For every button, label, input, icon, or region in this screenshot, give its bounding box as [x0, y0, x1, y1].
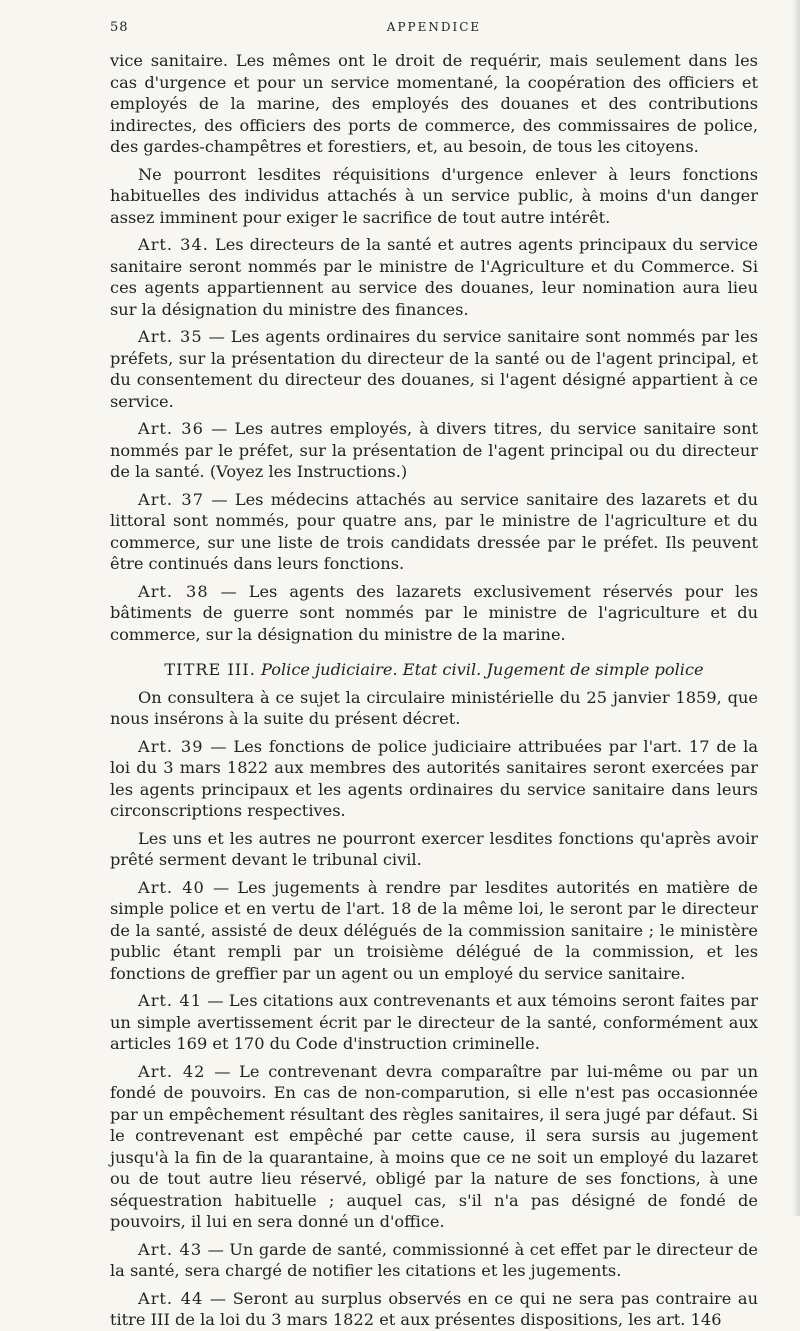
article-38: Art. 38 — Les agents des lazarets exclusivement réservés pour les bâtiments de guerre sont nommés par le ministre de l'agriculture et du commerce, sur la désignation du ministre de la marine. — [110, 581, 759, 644]
page-header — [110, 20, 758, 50]
section-title-label: TITRE III. — [164, 660, 256, 679]
paragraph: Les uns et les autres ne pourront exercer lesdites fonctions qu'après avoir prêté serment devant le tribunal civil. — [110, 828, 758, 869]
page-number: 58 — [110, 20, 129, 35]
article-36: Art. 36 — Les autres employés, à divers titres, du service sanitaire sont nommés par le préfet, sur la présentation de l'agent principal ou du directeur de la santé. (Voyez les Instructions.) — [110, 419, 758, 481]
paragraph: vice sanitaire. Les mêmes ont le droit de requérir, mais seulement dans les cas d'urgence et pour un service momentané, la coopération des officiers et employés de la marine, des employés des douanes et des contributions indirectes, des officiers des ports de commerce, des commissaires de police, des gardes-champêtres et forestiers, et, au besoin, de tous les citoyens. — [110, 51, 758, 156]
article-42: Art. 42 — Le contrevenant devra comparaître par lui-même ou par un fondé de pouvoirs. En cas de non-comparution, si elle n'est pas occasionnée par un empêchement résultant des règles sanitaires, il sera jugé par défaut. Si le contrevenant est empêché par cette cause, il sera sursis au jugement jusqu'à la fin de la quarantaine, à moins que ce ne soit un employé du lazaret ou de tout autre lieu réservé, obligé par la nature de ses fonctions, à une séquestration habituelle ; auquel cas, s'il n'a pas désigné de fondé de pouvoirs, il lui en sera donné un d'office. — [110, 1061, 758, 1231]
article-35: Art. 35 — Les agents ordinaires du service sanitaire sont nommés par les préfets, sur la présentation du directeur de la santé ou de l'agent principal, et du consentement du directeur des douanes, si l'agent désigné appartient à ce service. — [110, 327, 758, 411]
article-37: Art. 37 — Les médecins attachés au service sanitaire des lazarets et du littoral sont nommés, pour quatre ans, par le ministre de l'agriculture et du commerce, sur une liste de trois candidats dressée par le préfet. Ils peuvent être continués dans leurs fonctions. — [110, 489, 758, 573]
article-43: Art. 43 — Un garde de santé, commissionné à cet effet par le directeur de la santé, sera chargé de notifier les citations et les jugements. — [110, 1239, 759, 1280]
paragraph: Ne pourront lesdites réquisitions d'urgence enlever à leurs fonctions habituelles des individus attachés à un service public, à moins d'un danger assez imminent pour exiger le sacrifice de tout autre intérêt. — [110, 164, 758, 227]
section-title — [110, 659, 758, 681]
article-39: Art. 39 — Les fonctions de police judiciaire attribuées par l'art. 17 de la loi du 3 mars 1822 aux membres des autorités sanitaires seront exercées par les agents principaux et les agents ordinaires du service sanitaire dans leurs circonscriptions respectives. — [110, 736, 758, 820]
article-41: Art. 41 — Les citations aux contrevenants et aux témoins seront faites par un simple avertissement écrit par le directeur de la santé, conformément aux articles 169 et 170 du Code d'instruction criminelle. — [110, 991, 758, 1053]
page-edge-shadow — [792, 0, 800, 1216]
article-44: Art. 44 — Seront au surplus observés en ce qui ne sera pas contraire au titre III de la loi du 3 mars 1822 et aux présentes dispositions, les art. 146 — [110, 1288, 758, 1329]
section-title-text: Police judiciaire. Etat civil. Jugement de simple police — [261, 660, 704, 679]
paragraph: On consultera à ce sujet la circulaire ministérielle du 25 janvier 1859, que nous insérons à la suite du présent décret. — [110, 687, 758, 728]
body-text — [110, 50, 758, 1331]
running-head: APPENDICE — [386, 20, 482, 34]
article-40: Art. 40 — Les jugements à rendre par lesdites autorités en matière de simple police et en vertu de l'art. 18 de la même loi, le seront par le directeur de la santé, assisté de deux délégués de la commission sanitaire ; le ministère public étant rempli par un troisième délégué de la commission, et les fonctions de greffier par un agent ou un employé du service sanitaire. — [110, 877, 758, 983]
article-34: Art. 34. Les directeurs de la santé et autres agents principaux du service sanitaire seront nommés par le ministre de l'Agriculture et du Commerce. Si ces agents appartiennent au service des douanes, leur nomination aura lieu sur la désignation du ministre des finances. — [110, 235, 758, 319]
